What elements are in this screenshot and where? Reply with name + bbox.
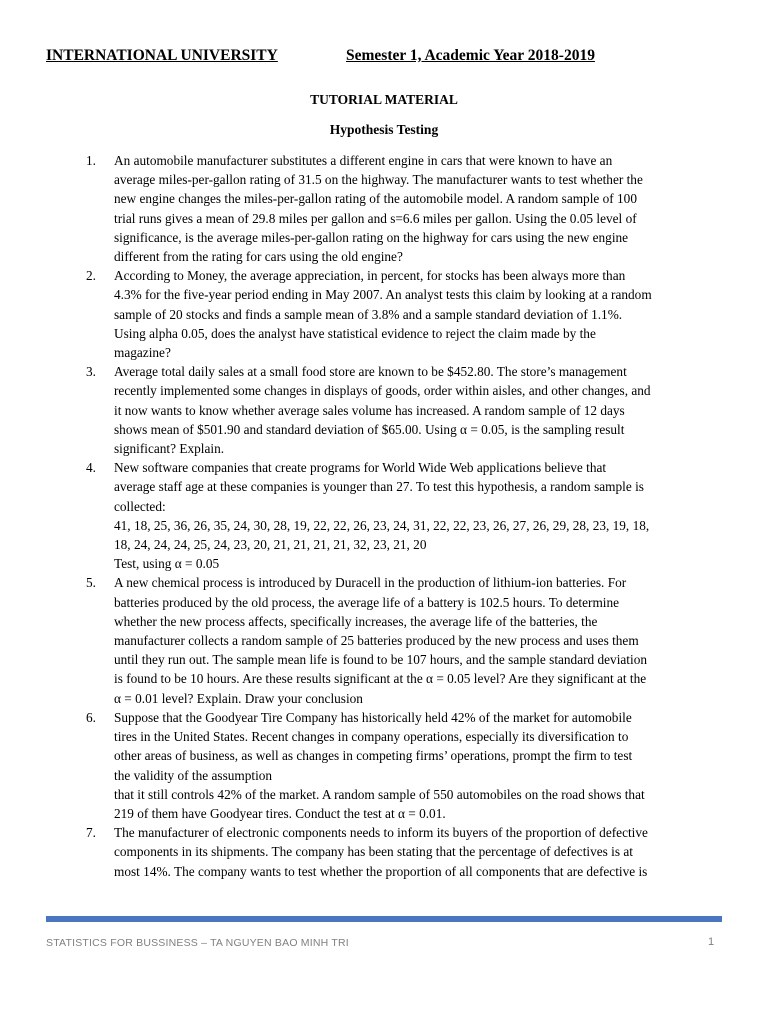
question-text-line: until they run out. The sample mean life is found to be 107 hours, and the sample standard deviation	[114, 652, 647, 668]
question-text-line: tires in the United States. Recent changes in company operations, especially its diversification to	[114, 729, 629, 745]
question-text-line: components in its shipments. The company has been stating that the percentage of defectives is at	[114, 844, 633, 860]
page-number: 1	[708, 936, 715, 948]
footer-course-label: STATISTICS FOR BUSSINESS – TA NGUYEN BAO MINH TRI	[46, 937, 349, 949]
question-text-line: is found to be 10 hours. Are these results significant at the α = 0.05 level? Are they significant at the	[114, 671, 647, 687]
question-text-line: magazine?	[114, 345, 171, 361]
question-text-line: the validity of the assumption	[114, 767, 273, 783]
question-text-line: shows mean of $501.90 and standard deviation of $65.00. Using α = 0.05, is the sampling result	[114, 421, 625, 437]
question-text-line: Using alpha 0.05, does the analyst have statistical evidence to reject the claim made by the	[114, 325, 596, 341]
question-text-line: 219 of them have Goodyear tires. Conduct the test at α = 0.01.	[114, 805, 446, 821]
document-header	[46, 47, 595, 65]
question-text-line: whether the new process affects, specifically increases, the average life of the batteries, the	[114, 613, 598, 629]
question-text-line: A new chemical process is introduced by Duracell in the production of lithium-ion batteries. For	[114, 575, 627, 591]
question-text-line: New software companies that create programs for World Wide Web applications believe that	[114, 460, 607, 476]
document-subtitle: Hypothesis Testing	[329, 122, 439, 137]
question-item	[86, 708, 726, 823]
question-number: 7.	[86, 825, 96, 841]
question-item	[86, 823, 726, 881]
question-text-line: An automobile manufacturer substitutes a different engine in cars that were known to have an	[114, 153, 613, 168]
question-item	[86, 573, 726, 707]
question-text-line: other areas of business, as well as changes in competing firms’ operations, prompt the firm to test	[114, 748, 633, 764]
semester-label: Semester 1, Academic Year 2018-2019	[346, 47, 595, 64]
question-text-line: 41, 18, 25, 36, 26, 35, 24, 30, 28, 19, 22, 22, 26, 23, 24, 31, 22, 22, 23, 26, 27, 26, 29, 28, 23, 19, 18,	[114, 517, 650, 533]
question-item	[86, 362, 726, 458]
question-text-line: manufacturer collects a random sample of 25 batteries produced by the new process and uses them	[114, 633, 639, 649]
question-item	[86, 266, 726, 362]
question-number: 2.	[86, 268, 96, 284]
question-text-line: According to Money, the average appreciation, in percent, for stocks has been always more than	[114, 268, 626, 284]
question-item	[86, 151, 726, 266]
question-number: 6.	[86, 709, 96, 725]
footer-divider	[46, 916, 722, 922]
question-text-line: 18, 24, 24, 24, 25, 24, 23, 20, 21, 21, 21, 21, 32, 23, 21, 20	[114, 537, 427, 553]
question-text-line: Average total daily sales at a small food store are known to be $452.80. The store’s management	[114, 364, 627, 380]
question-text-line: batteries produced by the old process, the average life of a battery is 102.5 hours. To determine	[114, 594, 620, 610]
university-name: INTERNATIONAL UNIVERSITY	[46, 47, 278, 64]
question-text-line: that it still controls 42% of the market. A random sample of 550 automobiles on the road shows that	[114, 786, 645, 802]
question-text-line: new engine changes the miles-per-gallon rating of the automobile model. A random sample of 100	[114, 191, 637, 207]
question-item	[86, 458, 726, 573]
question-text-line: average miles-per-gallon rating of 31.5 on the highway. The manufacturer wants to test whether the	[114, 172, 643, 188]
question-text-line: significant? Explain.	[114, 441, 225, 457]
question-text-line: The manufacturer of electronic components needs to inform its buyers of the proportion of defective	[114, 825, 648, 841]
question-list	[86, 151, 726, 881]
question-text-line: average staff age at these companies is younger than 27. To test this hypothesis, a random sample is	[114, 479, 644, 495]
question-text-line: 4.3% for the five-year period ending in May 2007. An analyst tests this claim by looking at a random	[114, 287, 652, 303]
question-number: 5.	[86, 575, 96, 591]
question-text-line: collected:	[114, 498, 166, 514]
question-text-line: Test, using α = 0.05	[114, 556, 220, 572]
question-number: 4.	[86, 460, 96, 476]
question-text-line: sample of 20 stocks and finds a sample mean of 3.8% and a sample standard deviation of 1.1%.	[114, 306, 623, 322]
question-text-line: significance, is the average miles-per-gallon rating on the highway for cars using the new engine	[114, 229, 629, 245]
question-text-line: it now wants to know whether average sales volume has increased. A random sample of 12 days	[114, 402, 625, 418]
question-text-line: different from the rating for cars using the old engine?	[114, 249, 403, 265]
question-text-line: recently implemented some changes in displays of goods, order within aisles, and other changes, and	[114, 383, 651, 399]
question-number: 3.	[86, 364, 96, 380]
question-text-line: trial runs gives a mean of 29.8 miles per gallon and s=6.6 miles per gallon. Using the 0.05 level of	[114, 210, 637, 226]
question-text-line: Suppose that the Goodyear Tire Company has historically held 42% of the market for automobile	[114, 709, 632, 725]
document-title: TUTORIAL MATERIAL	[310, 92, 458, 107]
question-text-line: most 14%. The company wants to test whether the proportion of all components that are defective is	[114, 863, 648, 879]
question-number: 1.	[86, 153, 96, 168]
question-text-line: α = 0.01 level? Explain. Draw your conclusion	[114, 690, 363, 706]
